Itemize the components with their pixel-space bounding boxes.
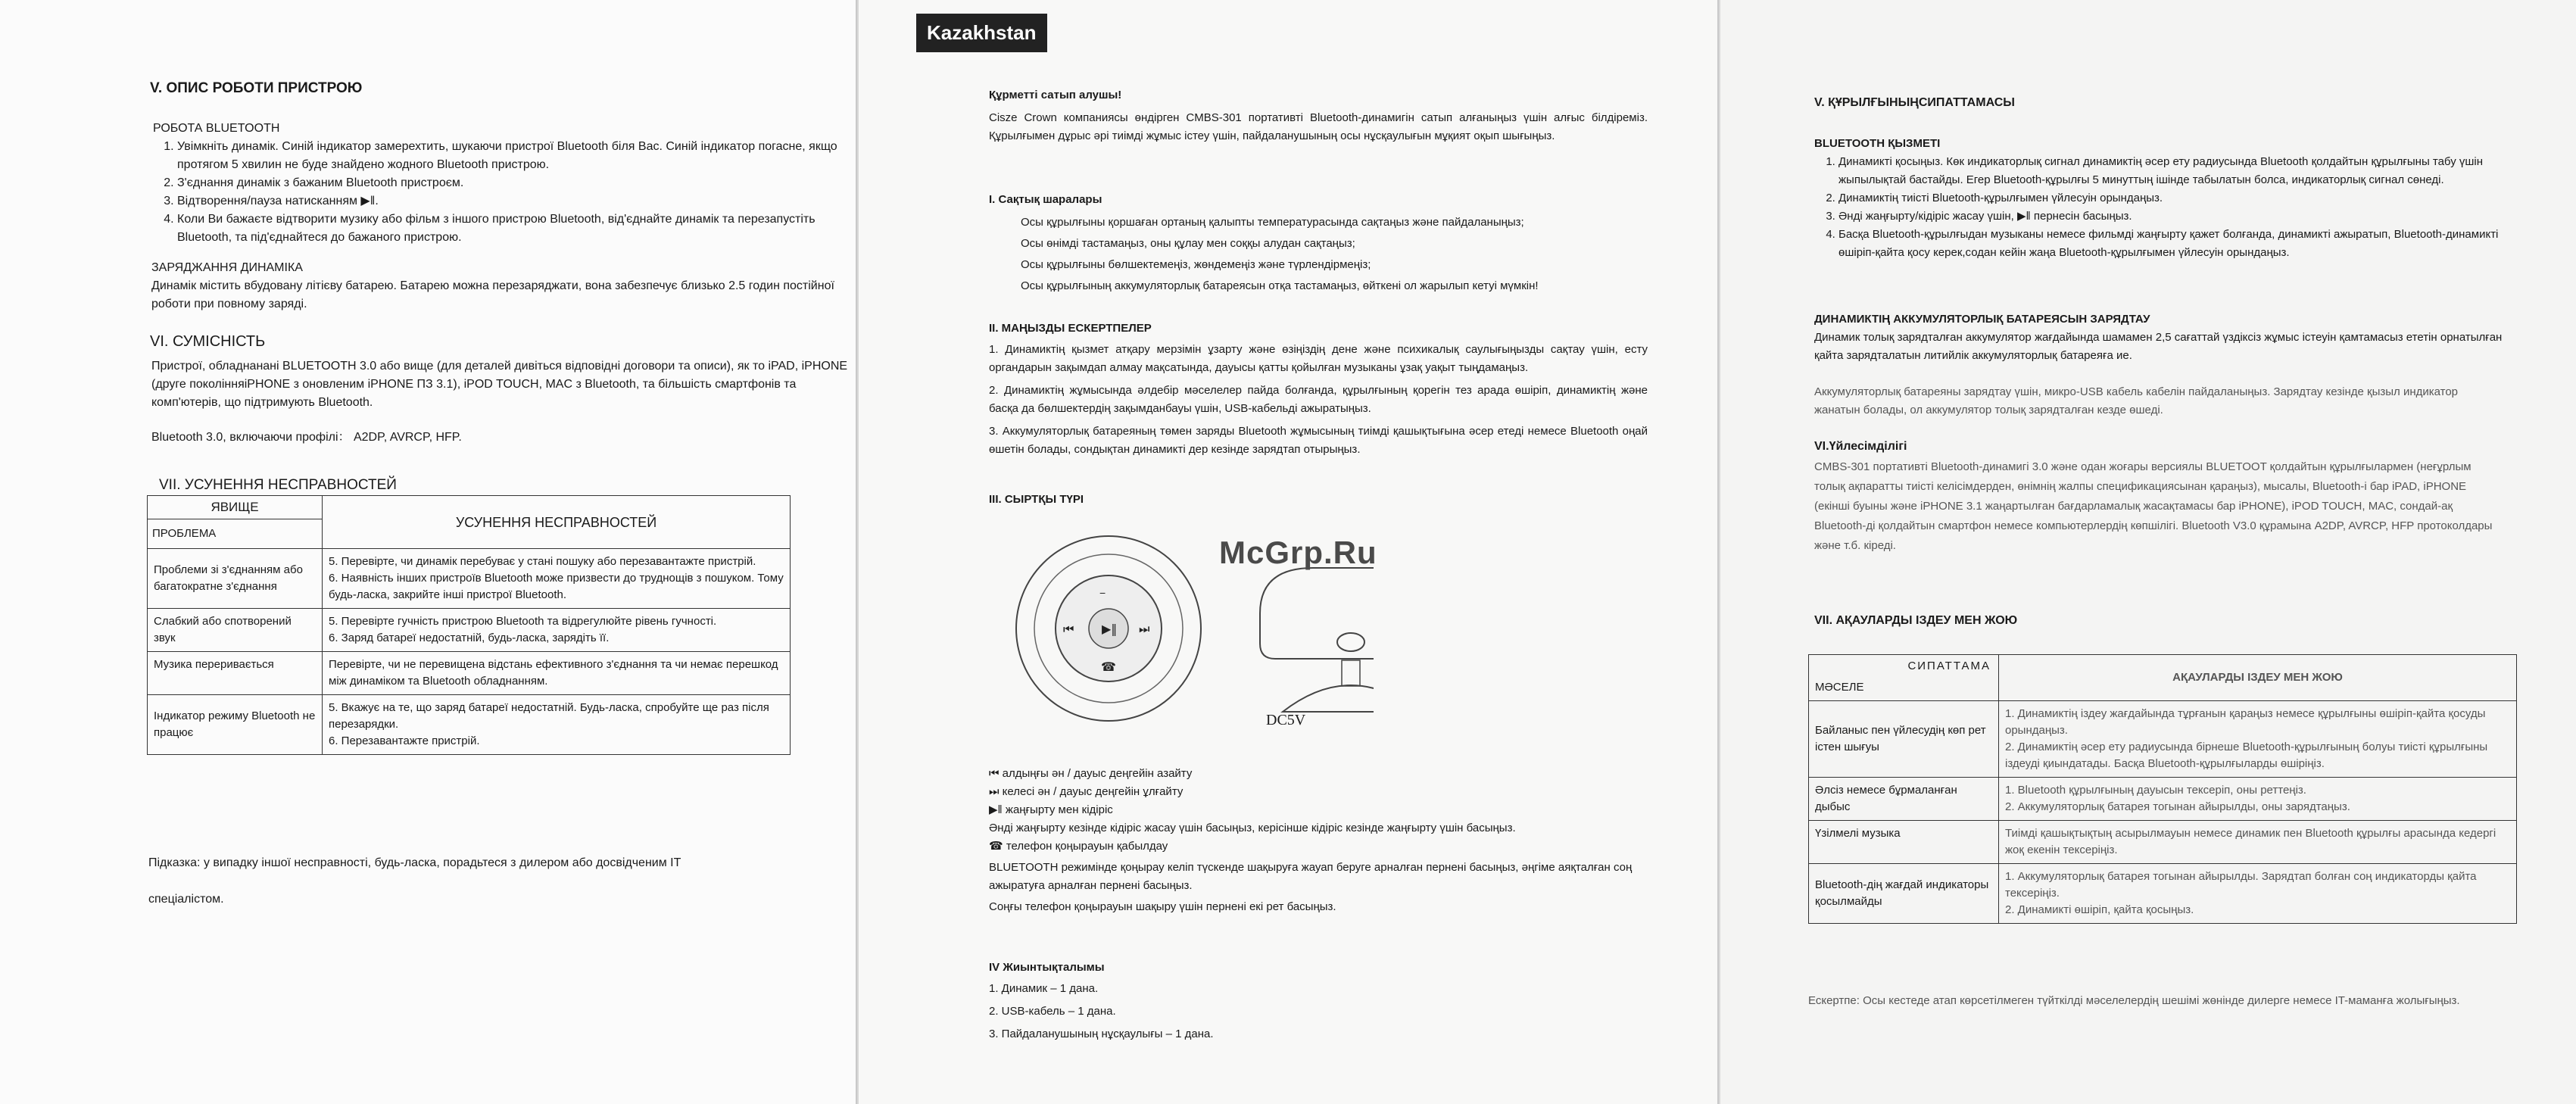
- table-row: [148, 549, 791, 609]
- problem-cell: Індикатор режиму Bluetooth не працює: [148, 695, 323, 755]
- svg-text:⏭: ⏭: [1139, 622, 1150, 636]
- charging-title: ЗАРЯДЖАННЯ ДИНАМІКА: [151, 261, 303, 274]
- list-item: Осы өнімді тастамаңыз, оны құлау мен соққы алудан сақтаңыз;: [1021, 237, 1355, 250]
- section-1-title: I. Сақтық шаралары: [989, 193, 1102, 206]
- section-4-title: IV Жиынтықталымы: [989, 961, 1105, 974]
- page-kazakh-1: [857, 0, 1717, 1104]
- battery-title: ДИНАМИКТІҢ АККУМУЛЯТОРЛЫҚ БАТАРЕЯСЫН ЗАРЯДТАУ: [1814, 313, 2150, 326]
- svg-text:⏮: ⏮: [1063, 622, 1074, 636]
- section-6-title: VI. СУМІСНІСТЬ: [150, 333, 266, 350]
- fix-cell: Тиімді қашықтықтың асырылмауын немесе динамик пен Bluetooth құрылғы арасында кедергі жоқ екенін тексеріңіз.: [1999, 821, 2517, 864]
- list-item: 4. Басқа Bluetooth-құрылғыдан музыканы немесе фильмді жаңғырту қажет болғанда, динамикті ажыратып, Bluetooth-динамикті өшіріп-қайта қосу керек,содан кейін жаңа Bluetooth-құрылғымен үйлесуін орындаңыз.: [1838, 226, 2505, 262]
- fix-cell: 1. Аккумуляторлық батарея тогынан айырылды. Зарядтап болған соң индикаторды қайта тексеріңіз. 2. Динамикті өшіріп, қайта қосыңыз.: [1999, 864, 2517, 924]
- list-item: 2. Динамиктің тиісті Bluetooth-құрылғымен үйлесуін орындаңыз.: [1838, 189, 2505, 207]
- problem-cell: Bluetooth-дің жағдай индикаторы қосылмайды: [1809, 864, 1999, 924]
- list-item: 2. З'єднання динамік з бажаним Bluetooth пристроєм.: [177, 174, 856, 192]
- bluetooth-subtitle: BLUETOOTH ҚЫЗМЕТІ: [1814, 137, 1941, 150]
- list-item: Осы құрылғының аккумуляторлық батареясын отқа тастамаңыз, өйткені ол жарылып кетуі мүмкін!: [1021, 279, 1539, 292]
- list-item: 1. Динамиктің қызмет атқару мерзімін ұзарту және өзіңіздің дене және психикалық саулығыңызды сақтау үшін, есту органдарын зақымдап алмау мақсатында, дауысы қатты қойылған музыканы ұзақ уақыт тыңдамаңыз.: [989, 343, 1648, 374]
- section-2-title: II. МАҢЫЗДЫ ЕСКЕРТПЕЛЕР: [989, 322, 1152, 335]
- bluetooth-subtitle: РОБОТА BLUETOOTH: [153, 122, 280, 135]
- fix-cell: 5. Перевірте гучність пристрою Bluetooth та відрегулюйте рівень гучності. 6. Заряд батареї недостатній, будь-ласка, зарядіть її.: [323, 609, 791, 652]
- next-icon: ⏭: [989, 785, 1003, 798]
- problem-cell: Слабкий або спотворений звук: [148, 609, 323, 652]
- table-row: [1809, 701, 2517, 778]
- table-header-right: АҚАУЛАРДЫ ІЗДЕУ МЕН ЖОЮ: [1999, 655, 2517, 701]
- problem-cell: Байланыс пен үйлесудің көп рет істен шығуы: [1809, 701, 1999, 778]
- table-row: [148, 652, 791, 695]
- table-header-cell: СИПАТТАМА МӘСЕЛЕ: [1809, 655, 1999, 701]
- previous-icon: ⏮: [989, 767, 1003, 780]
- fix-cell: Перевірте, чи не перевищена відстань ефективного з'єднання та чи немає перешкод між динаміком та Bluetooth обладнанням.: [323, 652, 791, 695]
- list-item: 1. Динамикті қосыңыз. Көк индикаторлық сигнал динамиктің әсер ету радиусында Bluetooth қолдайтын құрылғыны табу үшін жыпылықтай бастайды. Егер Bluetooth-құрылғы 5 минуттың ішінде табылатын болса, индикаторлық сигнал сөнеді.: [1838, 153, 2505, 189]
- charging-text: Динамік містить вбудовану літієву батарею. Батарею можна перезаряджати, вона забезпечує близько 2.5 годин постійної роботи при повному заряді.: [151, 279, 834, 310]
- compatibility-text: CMBS-301 портативті Bluetooth-динамигі 3.0 және одан жоғары версиялы BLUETOOT қолдайтын құрылғылармен (неғұрлым толық ақпаратты тиісті келісімдерден, өнімнің жалпы спецификациясынан қараңыз), мысалы, Bluetooth-і бар iPAD, iPHONE (екінші буыны және iPHONE 3.1 жаңартылған бағдарламалық жасақтамасы бар iPHONE), iPOD TOUCH, MAC, сондай-ақ Bluetooth-ді қолдайтын смартфон немесе компьютерлердің көпшілігі. Bluetooth V3.0 құрамына A2DP, AVRCP, HFP протоколдары және т.б. кіреді.: [1814, 460, 2493, 552]
- problem-cell: Проблеми зі з'єднанням або багатократне з'єднання: [148, 549, 323, 609]
- problem-cell: Үзілмелі музыка: [1809, 821, 1999, 864]
- section-7-title: VII. УСУНЕННЯ НЕСПРАВНОСТЕЙ: [159, 477, 397, 493]
- troubleshooting-table: [1808, 654, 2517, 924]
- fix-cell: 1. Bluetooth құрылғының дауысын тексеріп, оны реттеңіз. 2. Аккумуляторлық батарея тогынан айырылды, оны зарядтаңыз.: [1999, 778, 2517, 821]
- list-item: 3. Аккумуляторлық батареяның төмен заряды Bluetooth жұмысының тиімді қашықтығына әсер етеді немесе Bluetooth оңай өшетін болады, сондықтан динамикті дер кезінде зарядтап отырыңыз.: [989, 425, 1648, 456]
- fix-cell: 5. Вкажує на те, що заряд батареї недостатній. Будь-ласка, спробуйте ще раз після перезарядки. 6. Перезавантажте пристрій.: [323, 695, 791, 755]
- precautions-list: [1021, 214, 1649, 295]
- profiles-text: Bluetooth 3.0, включаючи профілі： A2DP, AVRCP, HFP.: [151, 431, 462, 444]
- list-item: Осы құрылғыны бөлшектемеңіз, жөндемеңіз және түрлендірмеңіз;: [1021, 258, 1371, 271]
- list-item: 4. Коли Ви бажаєте відтворити музику або фільм з іншого пристрою Bluetooth, від'єднайте динамік та перезапустіть Bluetooth, та під'єднайтеся до бажаного пристрою.: [177, 211, 856, 247]
- svg-text:−: −: [1099, 587, 1106, 599]
- table-row: [1809, 778, 2517, 821]
- greeting: Құрметті сатып алушы!: [989, 89, 1122, 101]
- svg-text:▶‖: ▶‖: [1102, 622, 1118, 636]
- svg-text:☎: ☎: [1101, 660, 1116, 674]
- page-ukrainian: [0, 0, 856, 1104]
- list-item: Осы құрылғыны қоршаған ортаның қалыпты температурасында сақтаңыз және пайдаланыңыз;: [1021, 216, 1524, 229]
- battery-text-2: Аккумуляторлық батареяны зарядтау үшін, микро-USB кабель кабелін пайдаланыңыз. Зарядтау кезінде қызыл индикатор жанатын болады, ол аккумулятор толық зарядталған кезде өшеді.: [1814, 385, 2459, 416]
- section-5-title: V. ОПИС РОБОТИ ПРИСТРОЮ: [150, 80, 363, 96]
- list-item: 3. Відтворення/пауза натисканням ▶‖.: [177, 192, 856, 211]
- usb-port: [1342, 660, 1360, 686]
- troubleshooting-table: [147, 495, 791, 755]
- important-notes: [989, 341, 1648, 459]
- section-3-title: III. СЫРТҚЫ ТҮРІ: [989, 493, 1084, 506]
- dc-label: DC5V: [1266, 712, 1306, 728]
- problem-cell: Музика переривається: [148, 652, 323, 695]
- button-legend: ⏮ алдыңғы ән / дауыс деңгейін азайту ⏭ келесі ән / дауыс деңгейін ұлғайту ▶‖ жаңғырту мен кідіріс Әнді жаңғырту кезінде кідіріс жасау үшін басыңыз, керісінше кідіріс кезінде жаңғырту үшін басыңыз. ☎ телефон қоңырауын қабылдау BLUETOOTH режимінде қоңырау келіп түскенде шақыруға жауап беруге арналған пернені басыңыз, әңгіме аяқталған соң ажыратуға арналған пернені басыңыз. Соңғы телефон қоңырауын шақыру үшін пернені екі рет басыңыз.: [989, 767, 1633, 913]
- fix-cell: 5. Перевірте, чи динамік перебуває у стані пошуку або перезавантажте пристрій. 6. Наявність інших пристроїв Bluetooth може призвести до труднощів з пошуком. Тому будь-ласка, закрийте інші пристрої Bluetooth.: [323, 549, 791, 609]
- bluetooth-steps: [1814, 153, 2505, 262]
- list-item: 2. USB-кабель – 1 дана.: [989, 1005, 1116, 1018]
- hint-line-2: спеціалістом.: [148, 893, 224, 906]
- play-pause-icon: ▶‖: [989, 803, 1006, 816]
- fix-cell: 1. Динамиктің іздеу жағдайында тұрғанын қараңыз немесе құрылғыны өшіріп-қайта қосуды орындаңыз. 2. Динамиктің әсер ету радиусында бірнеше Bluetooth-құрылғының болуы тиісті құрылғыны іздеуді қиындатады. Басқа Bluetooth-құрылғыларды өшіріңіз.: [1999, 701, 2517, 778]
- note-text: Ескертпе: Осы кестеде атап көрсетілмеген түйткілді мәселелердің шешімі жөнінде дилерге немесе IT-маманға жолығыңыз.: [1808, 994, 2460, 1007]
- table-row: [148, 609, 791, 652]
- list-item: 3. Әнді жаңғырту/кідіріс жасау үшін, ▶‖ пернесін басыңыз.: [1838, 207, 2505, 226]
- side-button-icon: [1337, 633, 1364, 651]
- speaker-side-body: [1260, 568, 1374, 659]
- section-7-title: VII. АҚАУЛАРДЫ ІЗДЕУ МЕН ЖОЮ: [1814, 614, 2018, 627]
- table-row: [1809, 864, 2517, 924]
- section-6-title: VI.Үйлесімділігі: [1814, 440, 1907, 453]
- kit-list: [989, 980, 1214, 1043]
- compatibility-text: Пристрої, обладнанані BLUETOOTH 3.0 або вище (для деталей дивіться відповідні договори та описи), як то iPAD, iPHONE (друге поколінняiPHONE з оновленим iPHONE ПЗ 3.1), iPOD TOUCH, MAC з Bluetooth, та більшість смартфонів та комп'ютерів, що підтримують Bluetooth.: [151, 360, 848, 409]
- list-item: 1. Динамик – 1 дана.: [989, 982, 1099, 995]
- problem-cell: Әлсіз немесе бұрмаланған дыбыс: [1809, 778, 1999, 821]
- section-5-title: V. ҚҰРЫЛҒЫНЫҢСИПАТТАМАСЫ: [1814, 96, 2015, 109]
- battery-text: Динамик толық зарядталған аккумулятор жағдайында шамамен 2,5 сағаттай үздіксіз жұмыс істеуін қамтамасыз ететін орнатылған қайта зарядталатын литийлік аккумуляторлық батареяға ие.: [1814, 331, 2503, 362]
- table-row: [1809, 821, 2517, 864]
- table-header-cell: ЯВИЩЕ ПРОБЛЕМА: [148, 496, 323, 549]
- phone-icon: ☎: [989, 840, 1006, 853]
- suction-cup: [1283, 685, 1374, 712]
- page-kazakh-2: [1719, 0, 2576, 1104]
- intro-text: Cisze Crown компаниясы өндірген CMBS-301 портативті Bluetooth-динамигін сатып алғаныңыз үшін алғыс білдіреміз. Құрылғымен дұрыс әрі тиімді жұмыс істеу үшін, пайдаланушының осы нұсқаулығын мұқият оқып шығыңыз.: [989, 111, 1648, 142]
- country-badge: Kazakhstan: [916, 14, 1047, 52]
- watermark: McGrp.Ru: [1219, 535, 1377, 570]
- list-item: 1. Увімкніть динамік. Синій індикатор замерехтить, шукаючи пристрої Bluetooth біля Вас. Синій індикатор погасне, якщо протягом 5 хвилин не буде знайдено жодного Bluetooth пристрою.: [177, 138, 856, 174]
- table-header-right: УСУНЕННЯ НЕСПРАВНОСТЕЙ: [323, 496, 791, 549]
- hint-line-1: Підказка: у випадку іншої несправності, будь-ласка, порадьтеся з дилером або досвідченим IT: [148, 856, 681, 869]
- list-item: 3. Пайдаланушының нұсқаулығы – 1 дана.: [989, 1028, 1214, 1040]
- bluetooth-steps: [153, 138, 856, 247]
- table-row: [148, 695, 791, 755]
- list-item: 2. Динамиктің жұмысында әлдебір мәселелер пайда болғанда, құрылғының қорегін тез арада өшіріп, динамиктің және басқа да бөлшектердің зақымданбауы үшін, USB-кабельді ажыратыңыз.: [989, 384, 1648, 415]
